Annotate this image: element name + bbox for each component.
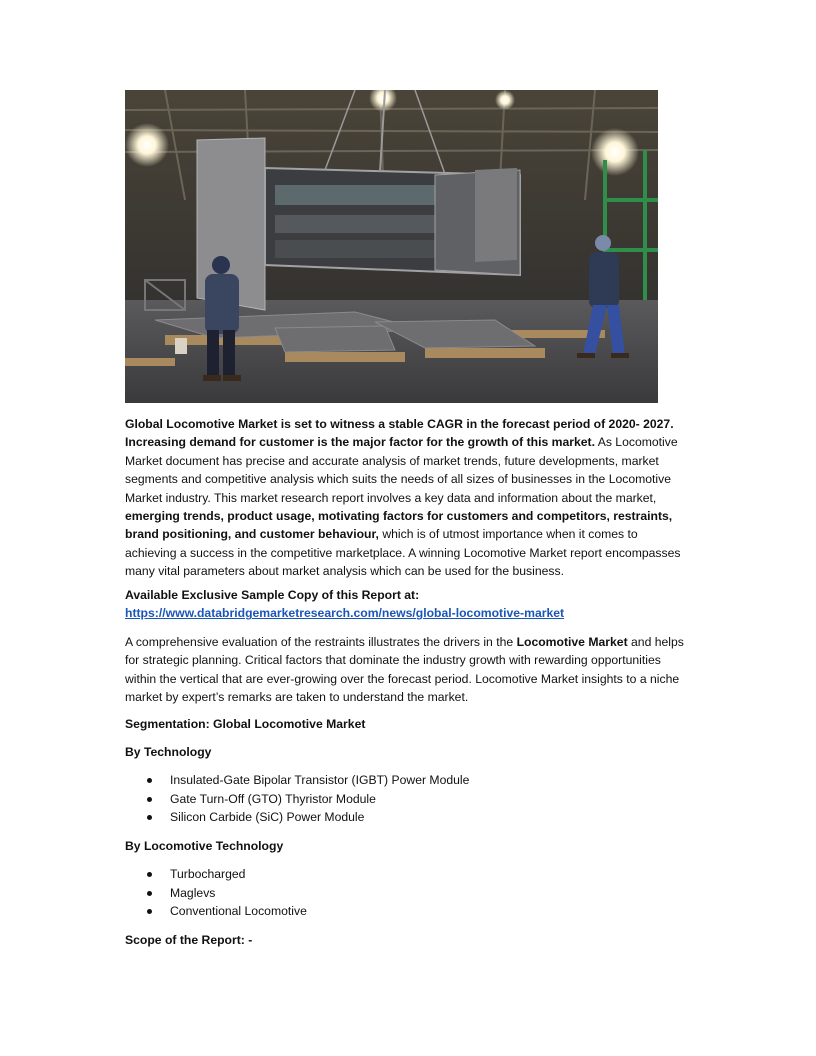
intro-paragraph	[125, 415, 690, 581]
by-technology-heading: By Technology	[125, 745, 212, 759]
list-item: Insulated-Gate Bipolar Transistor (IGBT) Power Module	[125, 771, 690, 790]
segmentation-section	[125, 715, 690, 733]
by-technology-list	[125, 771, 690, 827]
factory-photo	[125, 90, 658, 403]
evaluation-text-2: and helps for strategic planning. Critical factors that dominate the industry growth with rewarding opportunities within the vertical that are ever-growing over the forecast period. Locomotive Market insights to a niche market by expert’s remarks are taken to understand the market.	[125, 635, 684, 705]
scope-section	[125, 931, 690, 949]
intro-text-1: As Locomotive Market document has precise and accurate analysis of market trends, future developments, market segments and competitive analysis which suits the needs of all sizes of businesses in the Locomotive Market industry. This market research report involves a key data and information about the market,	[125, 435, 678, 505]
sample-report-link[interactable]: https://www.databridgemarketresearch.com/news/global-locomotive-market	[125, 606, 565, 621]
list-item: Gate Turn-Off (GTO) Thyristor Module	[125, 790, 690, 809]
evaluation-paragraph	[125, 633, 690, 707]
intro-bold-trends: emerging trends, product usage, motivating factors for customers and competitors, restraints, brand positioning, and customer behaviour,	[125, 509, 673, 542]
sample-heading: Available Exclusive Sample Copy of this Report at:	[125, 588, 420, 602]
by-locomotive-technology-section	[125, 837, 690, 855]
segmentation-heading: Segmentation: Global Locomotive Market	[125, 717, 366, 731]
sample-copy-block	[125, 586, 690, 623]
list-item: Conventional Locomotive	[125, 902, 690, 921]
intro-bold-lead: Global Locomotive Market is set to witness a stable CAGR in the forecast period of 2020- 2027. Increasing demand for customer is the major factor for the growth of this market.	[125, 417, 674, 450]
list-item: Maglevs	[125, 884, 690, 903]
by-locomotive-technology-list	[125, 865, 690, 921]
factory-photo-illustration	[125, 90, 658, 403]
scope-heading: Scope of the Report: -	[125, 933, 253, 947]
list-item: Turbocharged	[125, 865, 690, 884]
by-technology-section	[125, 743, 690, 761]
evaluation-text-1: A comprehensive evaluation of the restraints illustrates the drivers in the	[125, 635, 517, 649]
evaluation-bold: Locomotive Market	[516, 635, 628, 649]
intro-text-2: which is of utmost importance when it comes to achieving a success in the competitive marketplace. A winning Locomotive Market report encompasses many vital parameters about market analysis which can be used for the business.	[125, 527, 681, 579]
by-locomotive-technology-heading: By Locomotive Technology	[125, 839, 284, 853]
list-item: Silicon Carbide (SiC) Power Module	[125, 808, 690, 827]
